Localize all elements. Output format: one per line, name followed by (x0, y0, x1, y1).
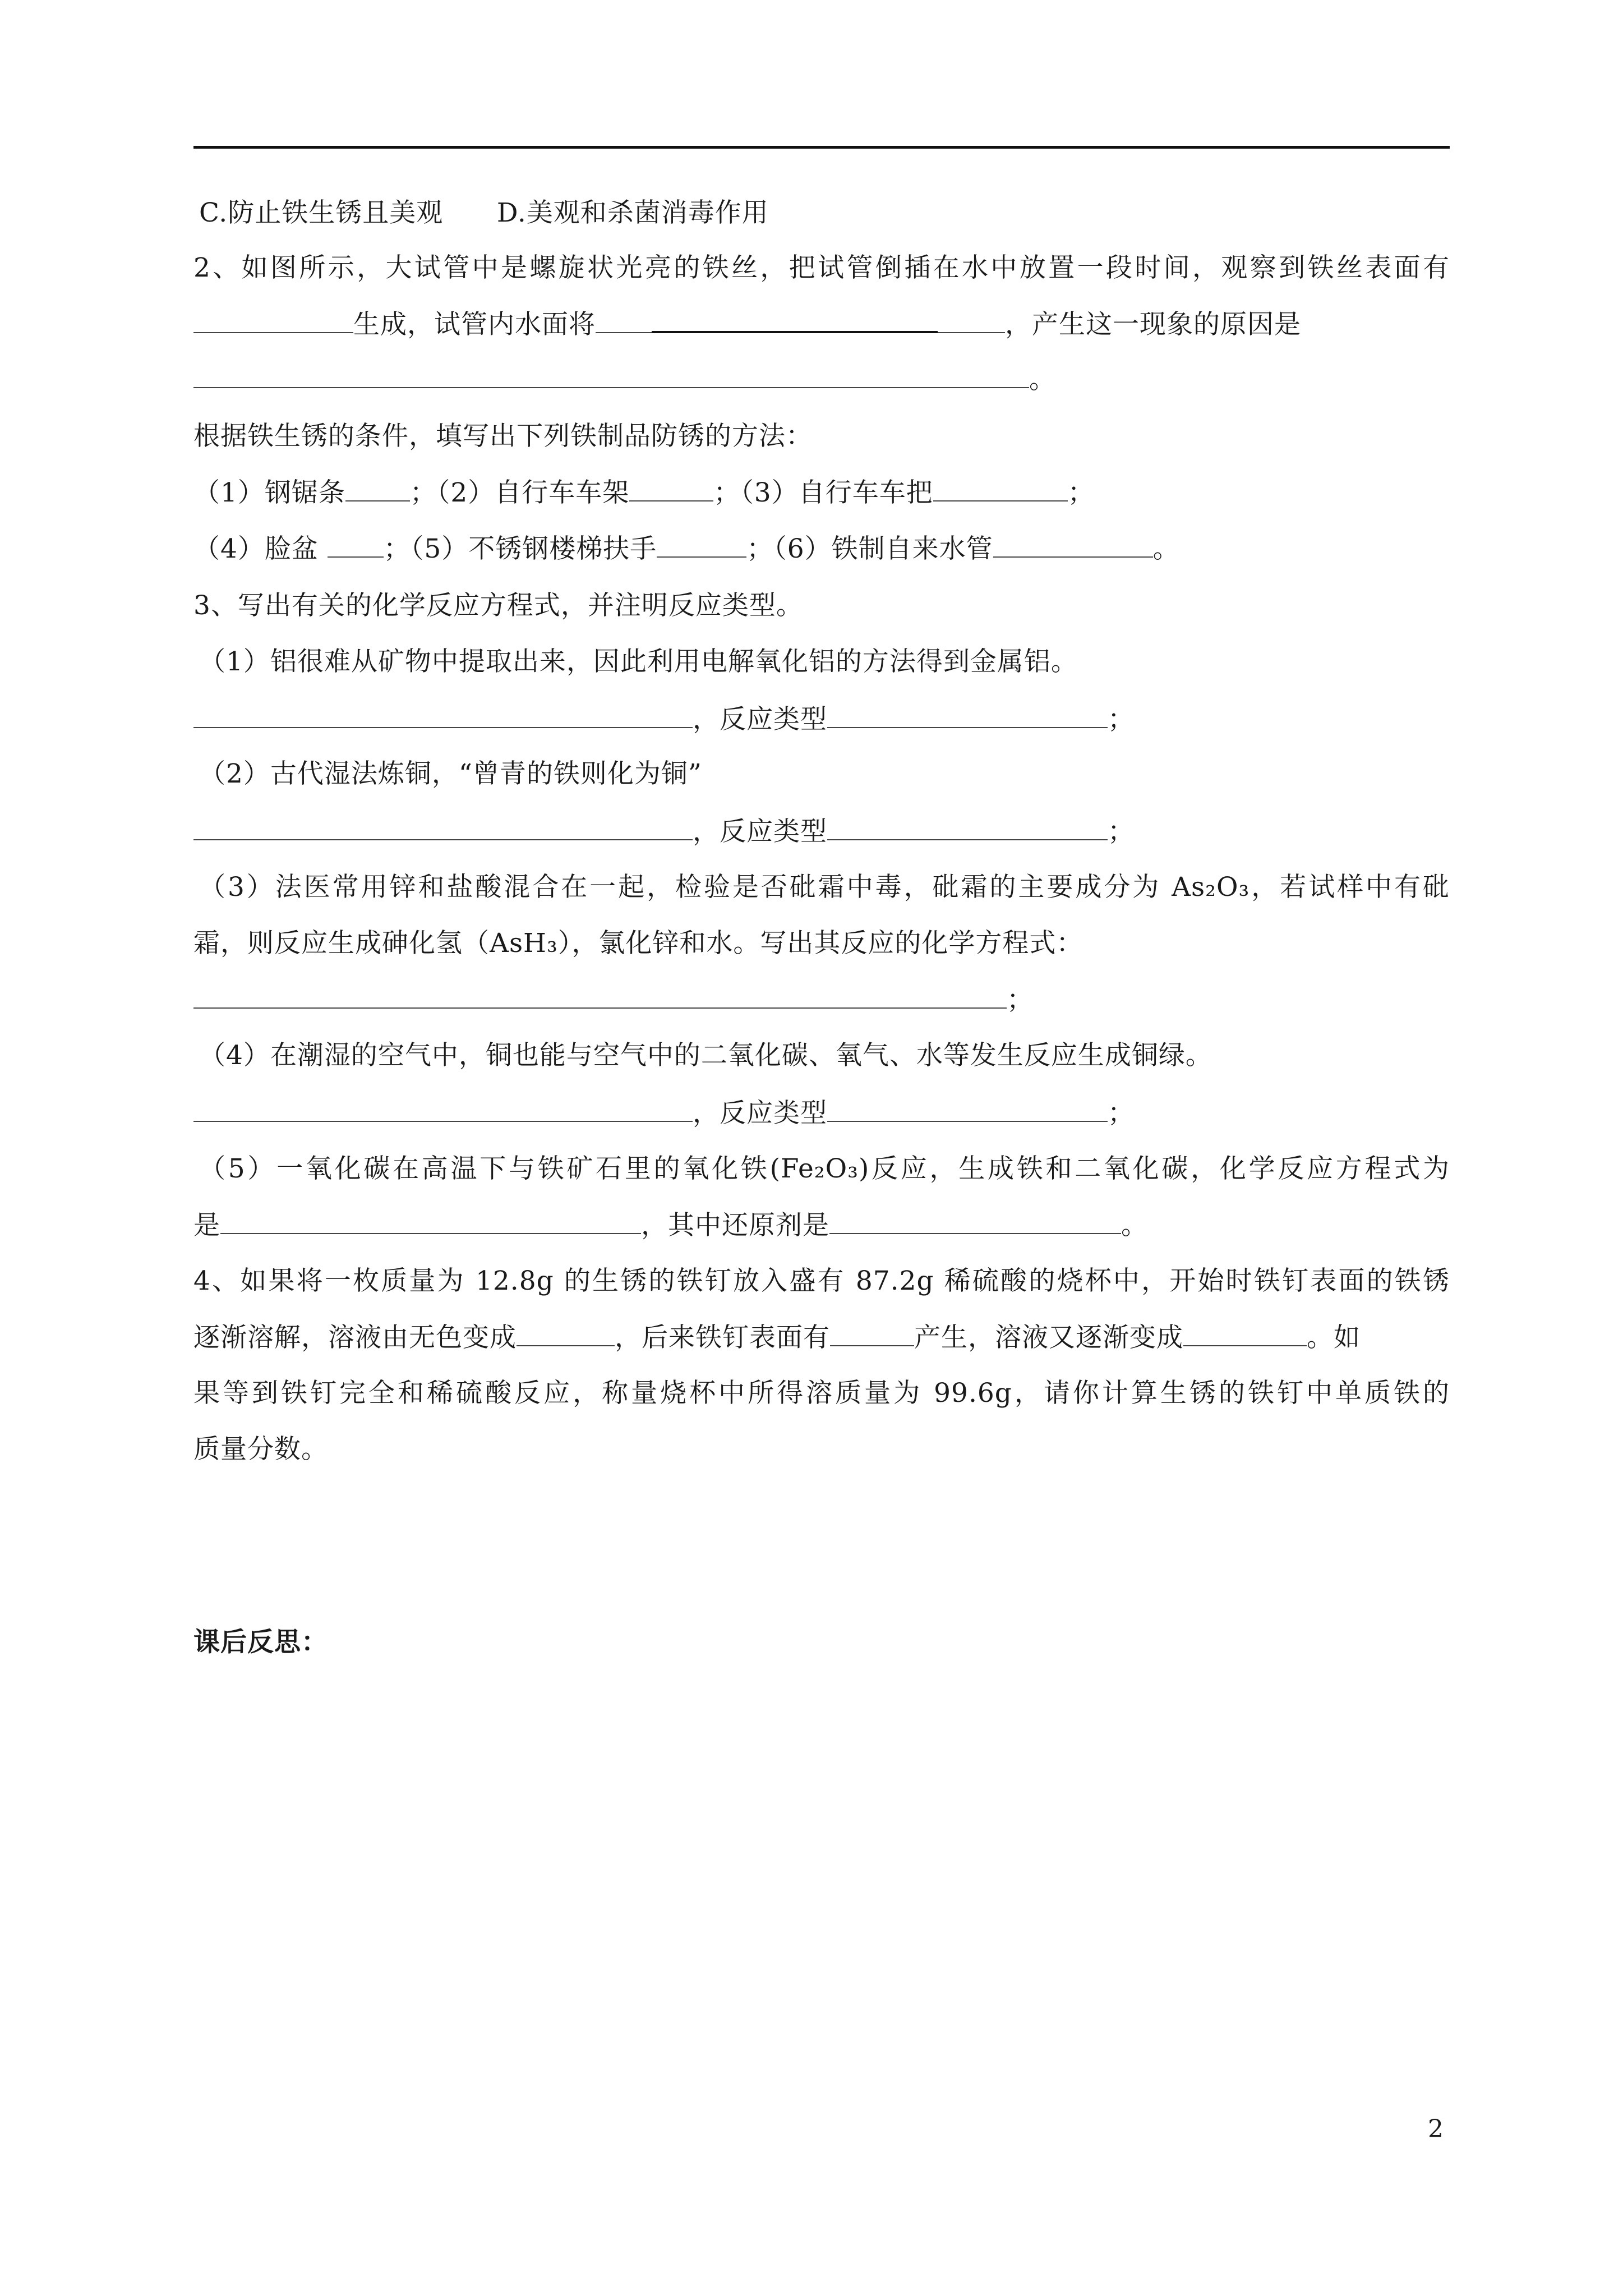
answer-blank[interactable] (345, 476, 410, 501)
text: ； (1108, 1098, 1135, 1129)
text: （1）钢锯条 (193, 477, 345, 508)
question-2-line-2 (193, 306, 1301, 342)
text: ； (1108, 704, 1135, 735)
answer-blank[interactable] (657, 532, 746, 558)
text: ，后来铁钉表面有 (615, 1322, 830, 1353)
text: ，反应类型 (693, 816, 827, 847)
question-4-text: 4、如果将一枚质量为 12.8g 的生锈的铁钉放入盛有 87.2g 稀硫酸的烧杯中，开始时铁钉表面的铁锈 (193, 1266, 1450, 1296)
reflection-label: 课后反思： (193, 1627, 328, 1658)
answer-blank[interactable] (993, 532, 1153, 558)
answer-blank[interactable] (193, 702, 693, 728)
question-4-line-3: 果等到铁钉完全和稀硫酸反应，称量烧杯中所得溶质量为 99.6g，请你计算生锈的铁钉中单质铁的 (193, 1378, 1450, 1409)
text: ； (1007, 984, 1034, 1015)
text: 产生，溶液又逐渐变成 (914, 1322, 1183, 1353)
answer-blank[interactable] (328, 532, 384, 558)
question-3-5-text: （5）一氧化碳在高温下与铁矿石里的氧化铁(Fe₂O₃)反应，生成铁和二氧化碳，化学反应方程式为 (199, 1153, 1450, 1184)
answer-blank[interactable] (193, 983, 1007, 1009)
question-2-text: 2、如图所示，大试管中是螺旋状光亮的铁丝，把试管倒插在水中放置一段时间，观察到铁丝表面有 (193, 252, 1450, 283)
text: ；（6）铁制自来水管 (746, 533, 993, 564)
question-3-3-text: （3）法医常用锌和盐酸混合在一起，检验是否砒霜中毒，砒霜的主要成分为 As₂O₃，若试样中有砒 (199, 872, 1450, 903)
question-3-2-answer (193, 815, 1135, 849)
answer-blank[interactable] (596, 307, 652, 333)
answer-blank[interactable] (193, 815, 693, 840)
text: 。 (1029, 364, 1056, 395)
question-3-intro: 3、写出有关的化学反应方程式，并注明反应类型。 (193, 590, 803, 621)
question-3-4-answer (193, 1096, 1135, 1130)
rust-prevention-row-1 (193, 476, 1095, 510)
answer-blank[interactable] (193, 307, 353, 333)
question-3-1-answer (193, 702, 1135, 737)
text: （4）脸盆 (193, 533, 328, 564)
text: 生成，试管内水面将 (353, 309, 596, 340)
text: ； (1108, 816, 1135, 847)
answer-blank[interactable] (629, 476, 713, 501)
answer-blank[interactable] (938, 307, 1005, 333)
question-3-4-text: （4）在潮湿的空气中，铜也能与空气中的二氧化碳、氧气、水等发生反应生成铜绿。 (199, 1040, 1212, 1071)
header-rule (193, 146, 1450, 149)
text: 。 (1152, 533, 1180, 564)
question-3-3-text-cont: 霜，则反应生成砷化氢（AsH₃），氯化锌和水。写出其反应的化学方程式： (193, 928, 1083, 959)
text: ，反应类型 (693, 704, 827, 735)
question-3-2-text: （2）古代湿法炼铜，“曾青的铁则化为铜” (199, 758, 702, 789)
answer-blank[interactable] (827, 702, 1108, 728)
question-3-1-text: （1）铝很难从矿物中提取出来，因此利用电解氧化铝的方法得到金属铝。 (199, 646, 1078, 677)
answer-blank[interactable] (933, 476, 1068, 501)
text: 。 (1121, 1210, 1148, 1241)
answer-blank[interactable] (220, 1208, 641, 1234)
text: ；（5）不锈钢楼梯扶手 (383, 533, 657, 564)
question-3-3-answer (193, 983, 1034, 1017)
page-number: 2 (1428, 2115, 1444, 2143)
rust-prevention-intro: 根据铁生锈的条件，填写出下列铁制品防锈的方法： (193, 421, 813, 452)
answer-blank[interactable] (829, 1208, 1121, 1234)
answer-blank[interactable] (827, 1096, 1108, 1122)
text: 。如 (1307, 1322, 1361, 1353)
question-2-line-3 (193, 362, 1056, 397)
answer-blank[interactable] (830, 1320, 914, 1346)
text: ； (1067, 477, 1095, 508)
text: ，反应类型 (693, 1098, 827, 1129)
text: ；（2）自行车车架 (409, 477, 630, 508)
rust-prevention-row-2 (193, 532, 1180, 566)
answer-blank[interactable] (1183, 1320, 1307, 1346)
answer-blank[interactable] (193, 1096, 693, 1122)
answer-blank[interactable] (193, 362, 1029, 388)
option-cd: C.防止铁生锈且美观 D.美观和杀菌消毒作用 (199, 197, 769, 228)
question-3-5-answer (193, 1208, 1148, 1243)
text: ；（3）自行车车把 (713, 477, 933, 508)
answer-blank[interactable] (517, 1320, 615, 1346)
text: 是 (193, 1210, 220, 1241)
question-4-line-4: 质量分数。 (193, 1434, 328, 1465)
answer-blank[interactable] (827, 815, 1108, 840)
question-4-line-2 (193, 1320, 1361, 1355)
text: 逐渐溶解，溶液由无色变成 (193, 1322, 517, 1353)
text: ，产生这一现象的原因是 (1005, 309, 1301, 340)
answer-blank[interactable] (652, 306, 938, 333)
text: ，其中还原剂是 (641, 1210, 829, 1241)
